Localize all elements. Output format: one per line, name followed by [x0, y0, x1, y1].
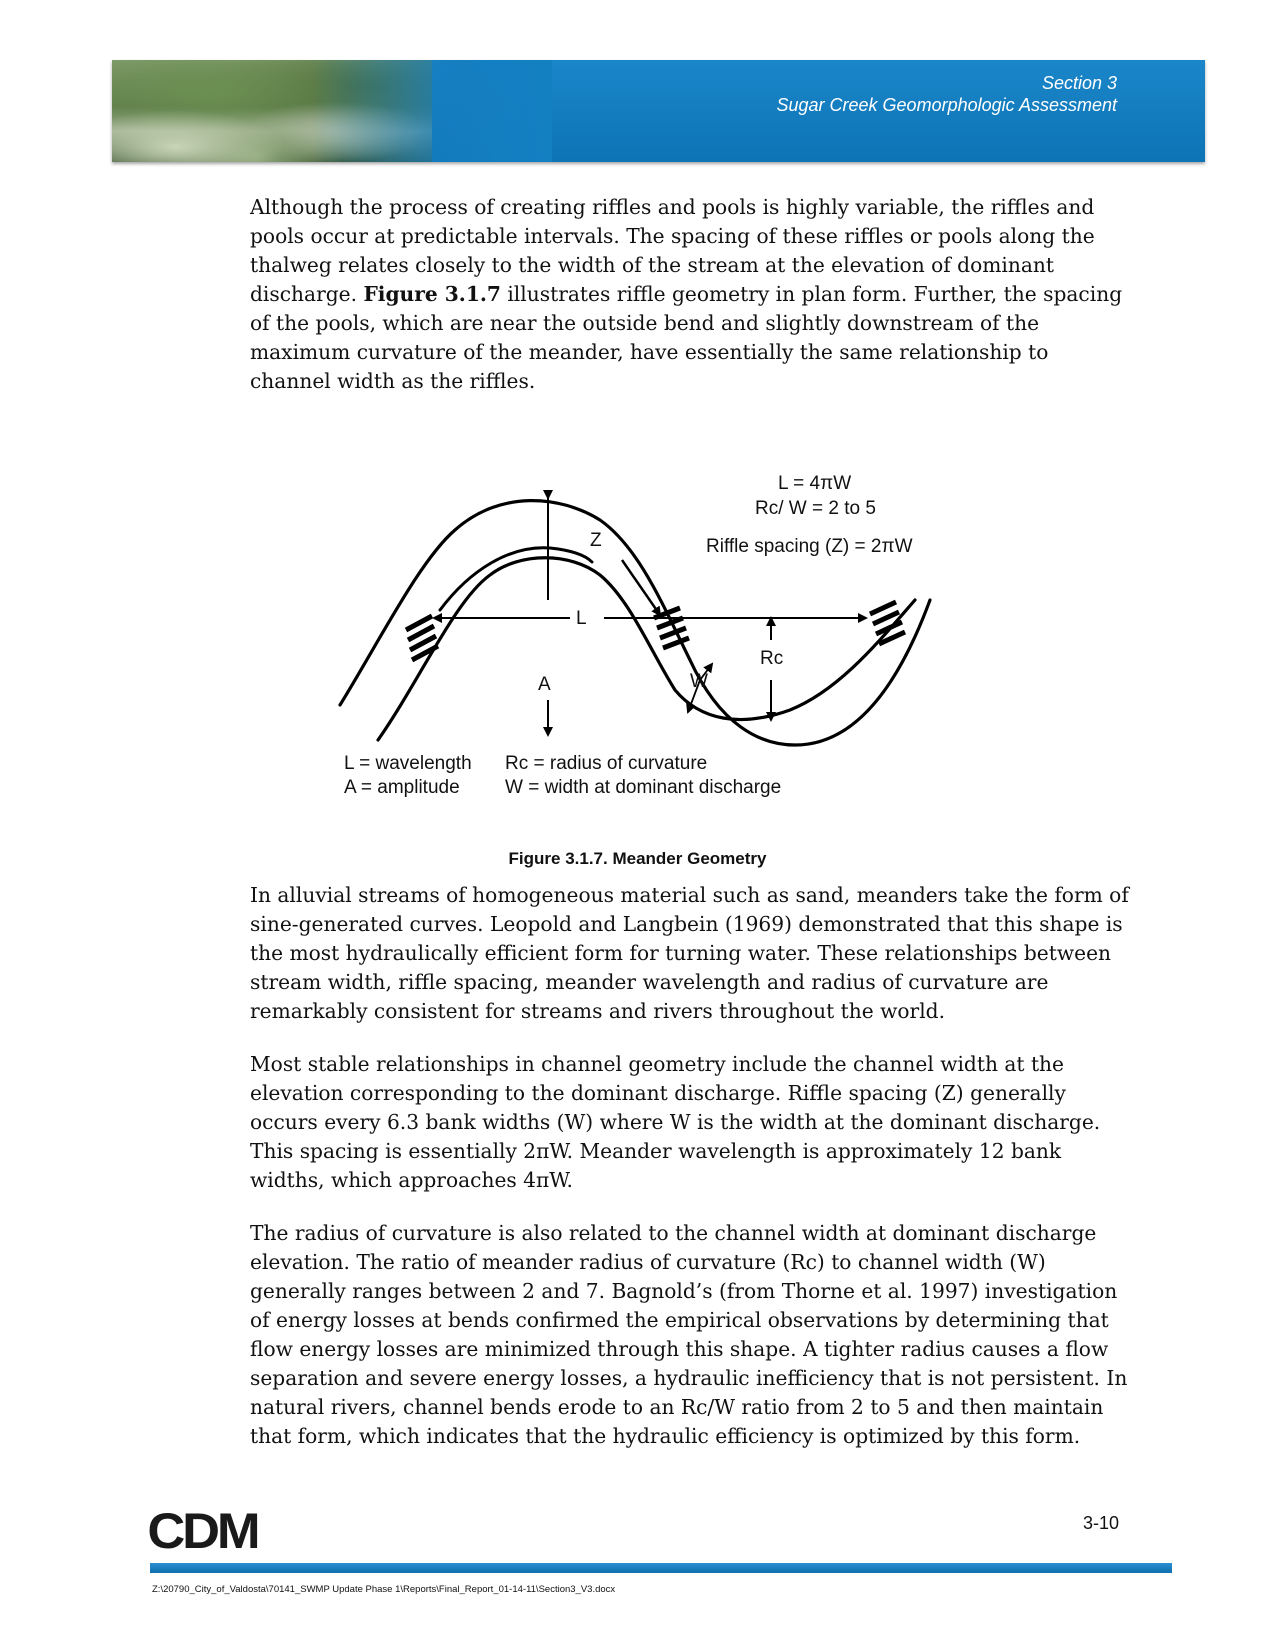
label-rc: Rc	[760, 648, 784, 669]
equation-riffle-spacing: Riffle spacing (Z) = 2πW	[706, 536, 913, 557]
thalweg-arc	[440, 548, 592, 610]
label-a: A	[538, 674, 551, 695]
riffle-mark-left	[406, 616, 438, 660]
label-l: L	[576, 608, 587, 629]
legend-wavelength: L = wavelength	[344, 753, 472, 774]
label-z: Z	[590, 530, 602, 551]
inner-bank-line	[378, 558, 915, 740]
paragraph-stable-relationships: Most stable relationships in channel geometry include the channel width at the elevation corresponding to the dominant discharge. Riffle spacing (Z) generally occurs every 6.3 bank widths (W) where W is the width at the dominant discharge. This spacing is essentially 2πW. Meander wavelength is approximately 12 bank widths, which approaches 4πW.	[250, 1052, 1101, 1192]
page-number: 3-10	[1083, 1513, 1120, 1533]
riffle-mark-middle	[654, 608, 689, 648]
header-section: Section 3	[1041, 73, 1117, 93]
legend-radius-of-curvature: Rc = radius of curvature	[505, 753, 708, 774]
p1-text-start: Although the process of creating riffles and pools is highly variable, the riffles and pools occur at predictable intervals. The spacing of these riffles or pools along the thalweg relates closely to the width of the stream at the elevation of dominant discharge.	[250, 195, 1095, 306]
figure-caption: Figure 3.1.7. Meander Geometry	[508, 849, 767, 868]
equation-wavelength: L = 4πW	[778, 473, 852, 494]
paragraph-alluvial-streams: In alluvial streams of homogeneous material such as sand, meanders take the form of sine-generated curves. Leopold and Langbein (1969) demonstrated that this shape is the most hydraulically efficient form for turning water. These relationships between stream width, riffle spacing, meander wavelength and radius of curvature are remarkably consistent for streams and rivers throughout the world.	[250, 883, 1129, 1023]
equation-rc-ratio: Rc/ W = 2 to 5	[755, 498, 876, 519]
paragraph-radius-of-curvature: The radius of curvature is also related to the channel width at dominant discharge elevation. The ratio of meander radius of curvature (Rc) to channel width (W) generally ranges between 2 and 7. Bagnold’s (from Thorne et al. 1997) investigation of energy losses at bends confirmed the empirical observations by determining that flow energy losses are minimized through this shape. A tighter radius causes a flow separation and severe energy losses, a hydraulic inefficiency that is not persistent. In natural rivers, channel bends erode to an Rc/W ratio from 2 to 5 and then maintain that form, which indicates that the hydraulic efficiency is optimized by this form.	[250, 1221, 1128, 1448]
label-w: W	[690, 671, 708, 692]
legend-amplitude: A = amplitude	[344, 777, 460, 798]
figure-reference: Figure 3.1.7	[363, 282, 501, 306]
footer-bar	[150, 1563, 1172, 1573]
p1-text-end: illustrates riffle geometry in plan form. Further, the spacing of the pools, which are near the outside bend and slightly downstream of the maximum curvature of the meander, have essentially the same relationship to channel width as the riffles.	[250, 282, 1123, 393]
cdm-logo: CDM	[147, 1503, 258, 1559]
footer-file-path: Z:\20790_City_of_Valdosta\70141_SWMP Update Phase 1\Reports\Final_Report_01-14-11\Section3_V3.docx	[152, 1584, 616, 1595]
legend-width: W = width at dominant discharge	[505, 777, 782, 798]
riffle-mark-right	[870, 602, 905, 644]
header-title: Sugar Creek Geomorphologic Assessment	[776, 95, 1117, 115]
